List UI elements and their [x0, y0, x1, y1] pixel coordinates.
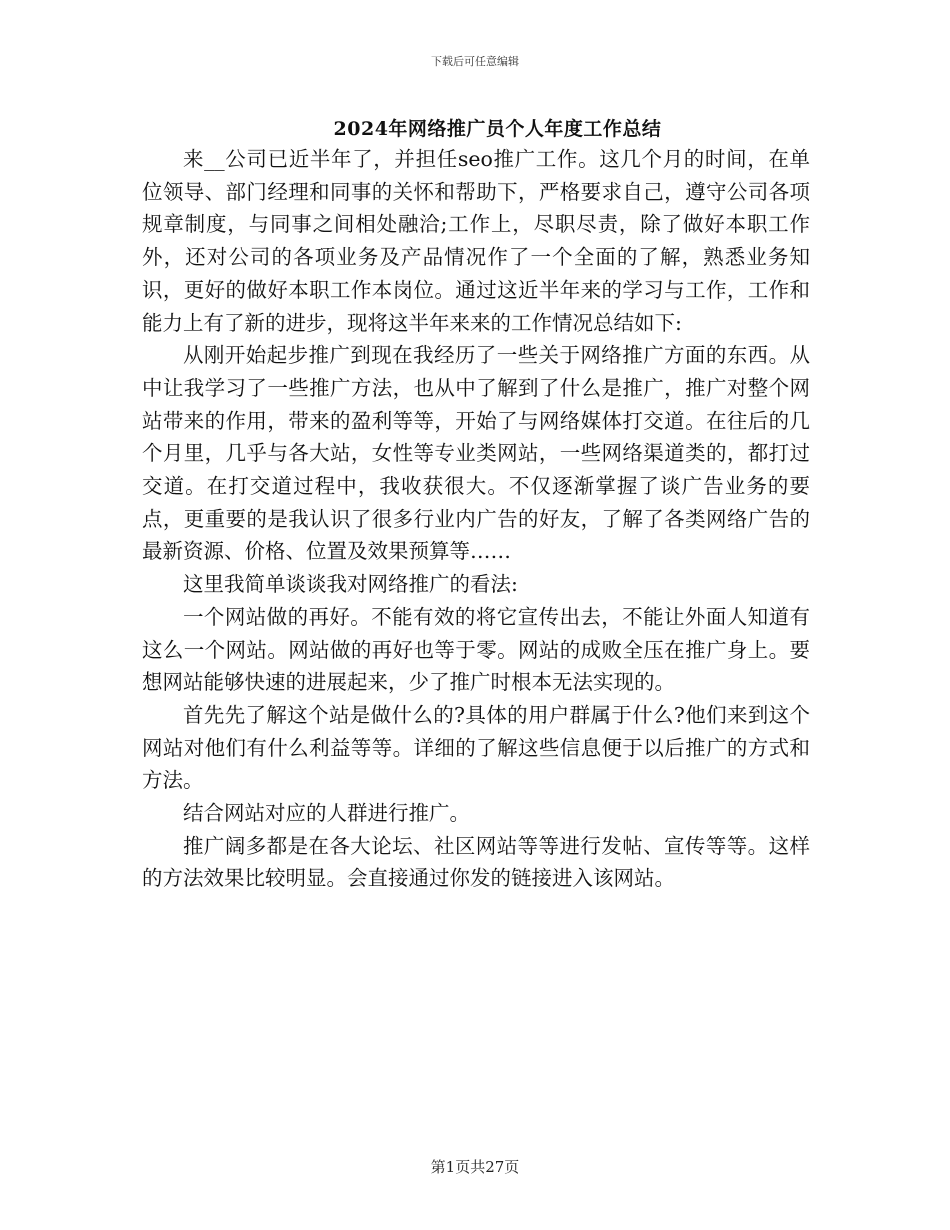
paragraph-views-intro: 这里我简单谈谈我对网络推广的看法:: [183, 572, 518, 597]
paragraph-experience: 从刚开始起步推广到现在我经历了一些关于网络推广方面的东西。从中让我学习了一些推广方法，也从中了解到了什么是推广，推广对整个网站带来的作用，带来的盈利等等，开始了与网络媒体打交道。在往后的几个月里，几乎与各大站，女性等专业类网站，一些网络渠道类的，都打过交道。在打交道过程中，我收获很大。不仅逐渐掌握了谈广告业务的要点，更重要的是我认识了很多行业内广告的好友，了解了各类网络广告的最新资源、价格、位置及效果预算等……: [142, 343, 810, 564]
document-title: 2024年网络推广员个人年度工作总结: [333, 118, 662, 140]
paragraph-intro: 来__公司已近半年了，并担任seo推广工作。这几个月的时间，在单位领导、部门经理和同事的关怀和帮助下，严格要求自己，遵守公司各项规章制度，与同事之间相处融洽;工作上，尽职尽责，除了做好本职工作外，还对公司的各项业务及产品情况作了一个全面的了解，熟悉业务知识，更好的做好本职工作本岗位。通过这近半年来的学习与工作，工作和能力上有了新的进步，现将这半年来来的工作情况总结如下:: [142, 147, 810, 335]
paragraph-target-audience: 结合网站对应的人群进行推广。: [183, 801, 470, 826]
paragraph-website-promotion: 一个网站做的再好。不能有效的将它宣传出去，不能让外面人知道有这么一个网站。网站做的再好也等于零。网站的成败全压在推广身上。要想网站能够快速的进展起来，少了推广时根本无法实现的。: [142, 604, 810, 695]
document-body: [142, 143, 810, 895]
page-header-note: 下载后可任意编辑: [431, 55, 519, 68]
page-number: 第1页共27页: [430, 1158, 520, 1176]
paragraph-forum-posting: 推广阔多都是在各大论坛、社区网站等等进行发帖、宣传等等。这样的方法效果比较明显。会直接通过你发的链接进入该网站。: [142, 833, 810, 891]
paragraph-understand-site: 首先先了解这个站是做什么的?具体的用户群属于什么?他们来到这个网站对他们有什么利益等等。详细的了解这些信息便于以后推广的方式和方法。: [142, 702, 810, 793]
